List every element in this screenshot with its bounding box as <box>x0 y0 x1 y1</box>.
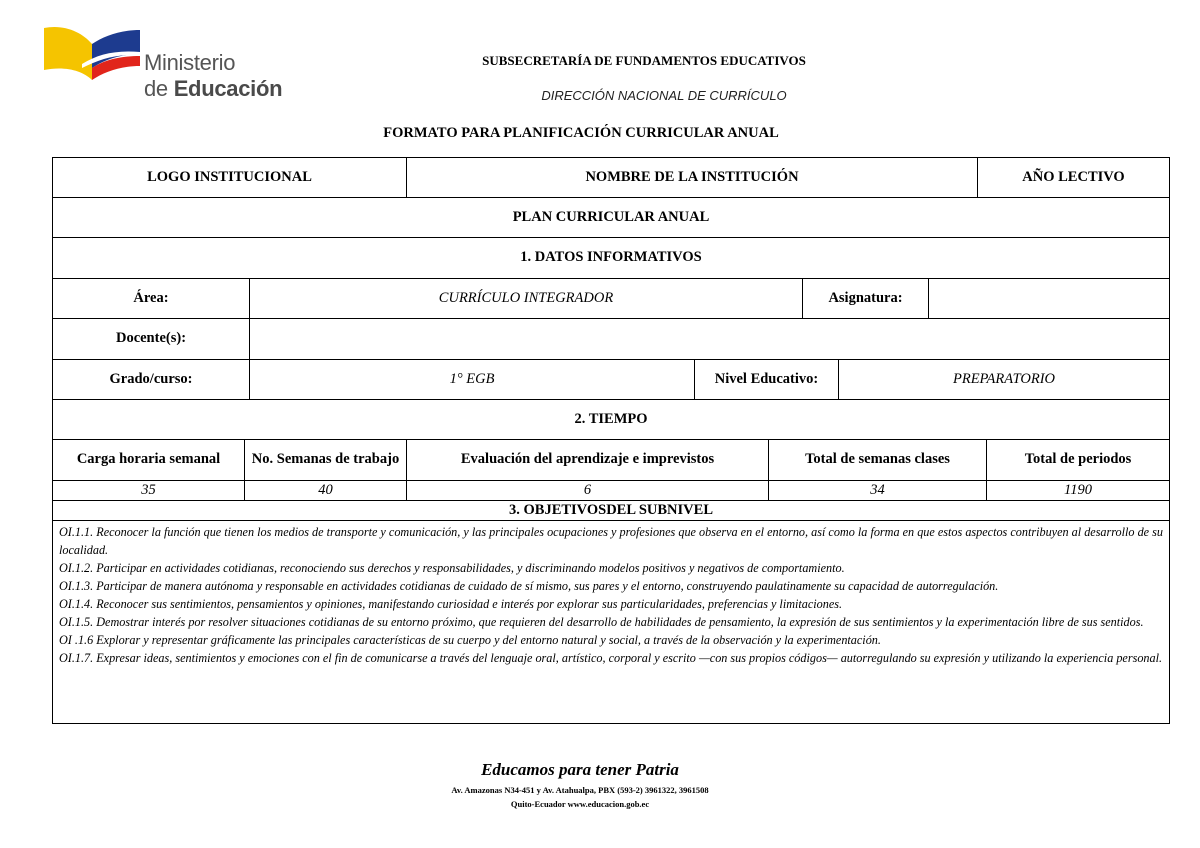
total-periodos-header: Total de periodos <box>986 439 1170 481</box>
objetivo-item: OI.1.7. Expresar ideas, sentimientos y emociones con el fin de comunicarse a través del lenguaje oral, artístico, corporal y escrito —con sus propios códigos— autorregulando su expresión y utilizando la experiencia personal. <box>59 651 1163 665</box>
asignatura-value <box>928 278 1170 319</box>
docente-label: Docente(s): <box>52 318 250 360</box>
footer-address: Av. Amazonas N34-451 y Av. Atahualpa, PBX (593-2) 3961322, 3961508 <box>451 785 709 795</box>
logo-institucional-cell: LOGO INSTITUCIONAL <box>52 157 407 198</box>
planning-table <box>52 157 1170 724</box>
evaluacion-value: 6 <box>406 480 769 501</box>
objetivo-item: OI.1.4. Reconocer sus sentimientos, pensamientos y opiniones, manifestando curiosidad e interés por explorar sus particularidades, preferencias y limitaciones. <box>59 597 843 611</box>
footer-city-web: Quito-Ecuador www.educacion.gob.ec <box>510 799 650 809</box>
docente-value <box>249 318 1170 360</box>
total-periodos-value: 1190 <box>986 480 1170 501</box>
objetivo-item: OI .1.6 Explorar y representar gráficamente las principales características de su cuerpo y del entorno natural y social, a través de la observación y la experimentación. <box>59 633 881 647</box>
direccion-heading: DIRECCIÓN NACIONAL DE CURRÍCULO <box>541 88 787 103</box>
logo-line-2-bold: Educación <box>173 76 283 101</box>
plan-curricular-row: PLAN CURRICULAR ANUAL <box>52 197 1170 238</box>
nombre-institucion-cell: NOMBRE DE LA INSTITUCIÓN <box>406 157 978 198</box>
subsecretaria-heading: SUBSECRETARÍA DE FUNDAMENTOS EDUCATIVOS <box>482 53 806 68</box>
objetivo-item: OI.1.5. Demostrar interés por resolver situaciones cotidianas de su entorno próximo, que requieren del desarrollo de habilidades de pensamiento, la expresión de sus sentimientos y la experimentación libre de sus sentidos. <box>59 615 1144 629</box>
objetivo-item: OI.1.1. Reconocer la función que tienen los medios de transporte y comunicación, y las principales ocupaciones y profesiones que observa en el entorno, así como la forma en que estos aspectos contribuyen al desarrollo de su localidad. <box>59 525 1163 557</box>
total-semanas-value: 34 <box>768 480 987 501</box>
semanas-trabajo-value: 40 <box>244 480 407 501</box>
objetivos-list <box>52 520 1170 724</box>
logo-line-1: Ministerio <box>144 50 236 75</box>
objetivo-item: OI.1.2. Participar en actividades cotidianas, reconociendo sus derechos y responsabilidades, y discriminando modelos positivos y negativos de comportamiento. <box>59 561 845 575</box>
asignatura-label: Asignatura: <box>802 278 929 319</box>
evaluacion-header: Evaluación del aprendizaje e imprevistos <box>406 439 769 481</box>
footer-address-block <box>0 783 1160 811</box>
semanas-trabajo-header: No. Semanas de trabajo <box>244 439 407 481</box>
nivel-educativo-label: Nivel Educativo: <box>694 359 839 400</box>
grado-value: 1° EGB <box>249 359 695 400</box>
anio-lectivo-cell: AÑO LECTIVO <box>977 157 1170 198</box>
formato-title: FORMATO PARA PLANIFICACIÓN CURRICULAR ANUAL <box>383 125 779 141</box>
total-semanas-header: Total de semanas clases <box>768 439 987 481</box>
carga-horaria-value: 35 <box>52 480 245 501</box>
area-label: Área: <box>52 278 250 319</box>
grado-label: Grado/curso: <box>52 359 250 400</box>
carga-horaria-header: Carga horaria semanal <box>52 439 245 481</box>
objetivos-title-row: 3. OBJETIVOSDEL SUBNIVEL <box>52 500 1170 521</box>
objetivo-item: OI.1.3. Participar de manera autónoma y responsable en actividades cotidianas de cuidado de sí mismo, sus pares y el entorno, construyendo paulatinamente su capacidad de autorregulación. <box>59 579 999 593</box>
footer-slogan: Educamos para tener Patria <box>481 760 679 779</box>
nivel-educativo-value: PREPARATORIO <box>838 359 1170 400</box>
area-value: CURRÍCULO INTEGRADOR <box>249 278 803 319</box>
tiempo-row: 2. TIEMPO <box>52 399 1170 440</box>
logo-line-2-prefix: de <box>144 76 174 101</box>
datos-informativos-row: 1. DATOS INFORMATIVOS <box>52 237 1170 279</box>
